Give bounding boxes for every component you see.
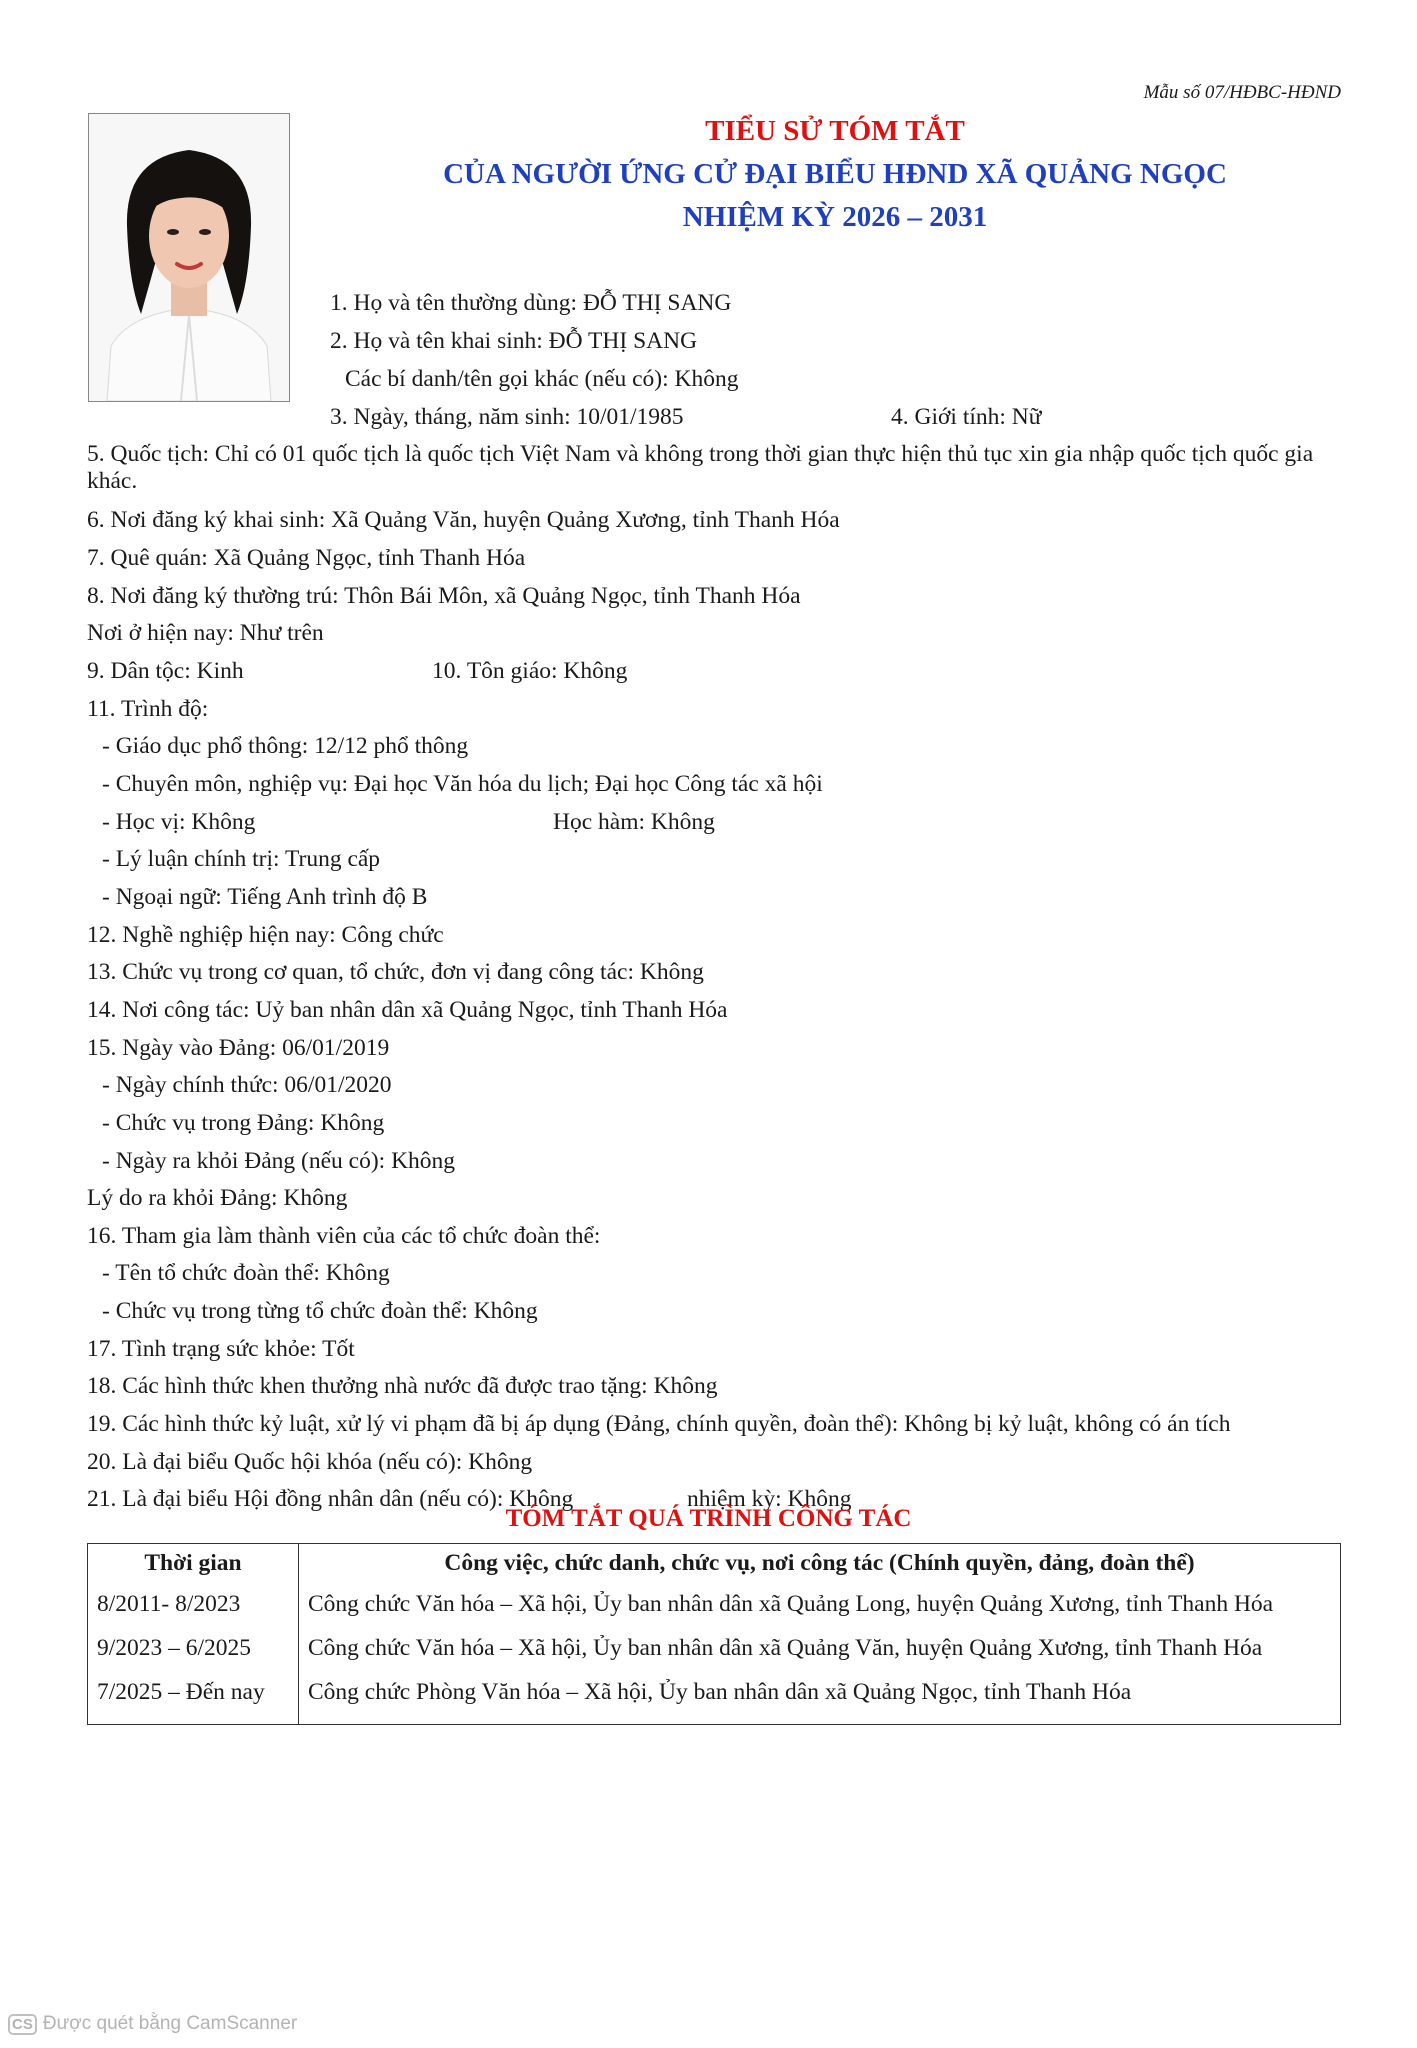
permanent-residence: 8. Nơi đăng ký thường trú: Thôn Bái Môn, xã Quảng Ngọc, tỉnh Thanh Hóa bbox=[87, 583, 801, 609]
academic-degree: - Học vị: Không bbox=[102, 809, 256, 835]
aliases: Các bí danh/tên gọi khác (nếu có): Không bbox=[345, 366, 739, 392]
party-position: - Chức vụ trong Đảng: Không bbox=[102, 1110, 385, 1136]
work-history-table bbox=[87, 1543, 1341, 1725]
party-leave-date: - Ngày ra khỏi Đảng (nếu có): Không bbox=[102, 1148, 456, 1174]
title-line-1: TIỂU SỬ TÓM TẮT bbox=[705, 115, 965, 147]
people-council: 21. Là đại biểu Hội đồng nhân dân (nếu có): Không bbox=[87, 1486, 574, 1512]
row-description: Công chức Văn hóa – Xã hội, Ủy ban nhân dân xã Quảng Văn, huyện Quảng Xương, tỉnh Thanh Hóa bbox=[308, 1635, 1263, 1661]
nationality: 5. Quốc tịch: Chỉ có 01 quốc tịch là quốc tịch Việt Nam và không trong thời gian thực hiện thủ tục xin gia nhập quốc tịch quốc gia bbox=[87, 441, 1314, 467]
header-time: Thời gian bbox=[88, 1544, 299, 1584]
party-official-date: - Ngày chính thức: 06/01/2020 bbox=[102, 1072, 392, 1098]
gender: 4. Giới tính: Nữ bbox=[891, 404, 1042, 430]
workplace: 14. Nơi công tác: Uỷ ban nhân dân xã Quảng Ngọc, tỉnh Thanh Hóa bbox=[87, 997, 728, 1023]
work-history-title: TÓM TẮT QUÁ TRÌNH CÔNG TÁC bbox=[505, 1505, 912, 1532]
table-row bbox=[88, 1671, 1341, 1725]
common-name: 1. Họ và tên thường dùng: ĐỖ THỊ SANG bbox=[330, 290, 732, 316]
specialization: - Chuyên môn, nghiệp vụ: Đại học Văn hóa du lịch; Đại học Công tác xã hội bbox=[102, 771, 823, 797]
row-time: 7/2025 – Đến nay bbox=[88, 1671, 299, 1725]
organization-name: - Tên tổ chức đoàn thể: Không bbox=[102, 1260, 390, 1286]
party-leave-reason: Lý do ra khỏi Đảng: Không bbox=[87, 1185, 348, 1211]
academic-title: Học hàm: Không bbox=[553, 809, 715, 835]
form-number: Mẫu số 07/HĐBC-HĐND bbox=[1143, 82, 1341, 103]
camscanner-logo-icon: CS bbox=[8, 2014, 37, 2035]
organizations-heading: 16. Tham gia làm thành viên của các tổ chức đoàn thể: bbox=[87, 1223, 601, 1249]
health-status: 17. Tình trạng sức khỏe: Tốt bbox=[87, 1336, 355, 1362]
general-education: - Giáo dục phổ thông: 12/12 phổ thông bbox=[102, 733, 469, 759]
title-line-2: CỦA NGƯỜI ỨNG CỬ ĐẠI BIỂU HĐND XÃ QUẢNG NGỌC bbox=[443, 158, 1227, 190]
party-join-date: 15. Ngày vào Đảng: 06/01/2019 bbox=[87, 1035, 390, 1061]
political-theory: - Lý luận chính trị: Trung cấp bbox=[102, 846, 381, 872]
birth-registration: 6. Nơi đăng ký khai sinh: Xã Quảng Văn, huyện Quảng Xương, tỉnh Thanh Hóa bbox=[87, 507, 840, 533]
row-time: 9/2023 – 6/2025 bbox=[88, 1627, 299, 1671]
organization-position: - Chức vụ trong từng tổ chức đoàn thể: Không bbox=[102, 1298, 538, 1324]
title-line-3: NHIỆM KỲ 2026 – 2031 bbox=[682, 201, 988, 233]
ethnicity: 9. Dân tộc: Kinh bbox=[87, 658, 244, 684]
current-residence: Nơi ở hiện nay: Như trên bbox=[87, 620, 324, 646]
position: 13. Chức vụ trong cơ quan, tổ chức, đơn vị đang công tác: Không bbox=[87, 959, 704, 985]
religion: 10. Tôn giáo: Không bbox=[432, 658, 628, 684]
education-heading: 11. Trình độ: bbox=[87, 696, 209, 722]
row-description: Công chức Văn hóa – Xã hội, Ủy ban nhân dân xã Quảng Long, huyện Quảng Xương, tỉnh Thanh Hóa bbox=[308, 1591, 1274, 1617]
table-row bbox=[88, 1627, 1341, 1671]
hometown: 7. Quê quán: Xã Quảng Ngọc, tỉnh Thanh Hóa bbox=[87, 545, 526, 571]
table-row bbox=[88, 1583, 1341, 1627]
people-council-term: nhiệm kỳ: Không bbox=[687, 1486, 852, 1512]
row-time: 8/2011- 8/2023 bbox=[88, 1583, 299, 1627]
date-of-birth: 3. Ngày, tháng, năm sinh: 10/01/1985 bbox=[330, 404, 684, 430]
awards: 18. Các hình thức khen thưởng nhà nước đã được trao tặng: Không bbox=[87, 1373, 718, 1399]
national-assembly: 20. Là đại biểu Quốc hội khóa (nếu có): Không bbox=[87, 1449, 533, 1475]
header-description: Công việc, chức danh, chức vụ, nơi công tác (Chính quyền, đảng, đoàn thể) bbox=[444, 1550, 1195, 1576]
camscanner-watermark bbox=[8, 2013, 297, 2035]
nationality-cont: khác. bbox=[87, 468, 138, 494]
occupation: 12. Nghề nghiệp hiện nay: Công chức bbox=[87, 922, 444, 948]
discipline: 19. Các hình thức kỷ luật, xử lý vi phạm đã bị áp dụng (Đảng, chính quyền, đoàn thể): Không bị kỷ luật, không có án tích bbox=[87, 1411, 1231, 1437]
watermark-text: Được quét bằng CamScanner bbox=[42, 2013, 298, 2034]
foreign-language: - Ngoại ngữ: Tiếng Anh trình độ B bbox=[102, 884, 428, 910]
table-header-row bbox=[88, 1544, 1341, 1584]
birth-name: 2. Họ và tên khai sinh: ĐỖ THỊ SANG bbox=[330, 328, 698, 354]
portrait-photo bbox=[88, 113, 290, 402]
row-description: Công chức Phòng Văn hóa – Xã hội, Ủy ban nhân dân xã Quảng Ngọc, tỉnh Thanh Hóa bbox=[308, 1679, 1132, 1705]
